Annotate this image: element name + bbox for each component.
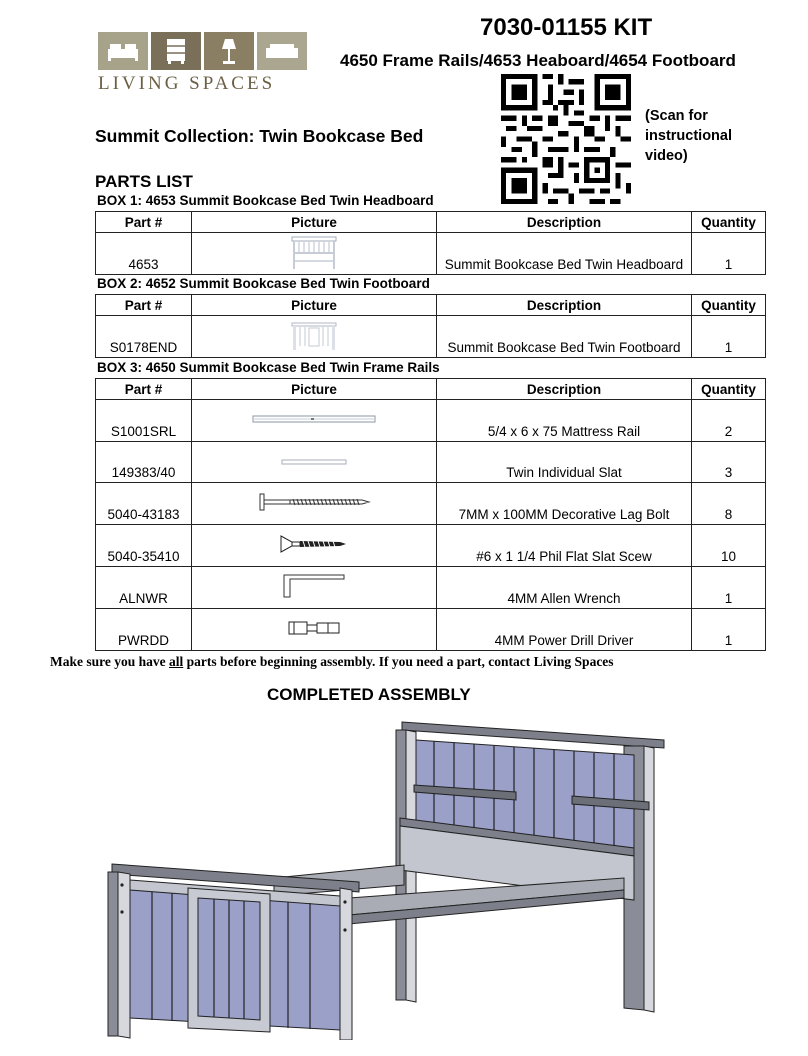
scan-note: (Scan for instructional video) [645, 108, 733, 164]
table-row [96, 567, 766, 609]
part-number: ALNWR [96, 567, 192, 609]
table-row [96, 442, 766, 483]
part-description: 4MM Allen Wrench [437, 567, 692, 609]
box-1-label: BOX 1: 4653 Summit Bookcase Bed Twin Headboard [97, 193, 434, 208]
column-header-description: Description [437, 379, 692, 400]
completed-assembly-illustration [104, 710, 682, 1040]
parts-notice [50, 654, 614, 670]
column-header-part: Part # [96, 212, 192, 233]
column-header-quantity: Quantity [692, 212, 766, 233]
notice-text-end: parts before beginning assembly. If you need a part, contact Living Spaces [183, 654, 614, 669]
slat-screw-picture [192, 525, 437, 567]
column-header-description: Description [437, 295, 692, 316]
kit-number: 7030-01155 KIT [480, 14, 653, 41]
sofa-icon [257, 32, 307, 70]
column-header-description: Description [437, 212, 692, 233]
part-number: S1001SRL [96, 400, 192, 442]
slat-picture [192, 442, 437, 483]
part-number: PWRDD [96, 609, 192, 651]
table-row [96, 316, 766, 358]
part-number: 149383/40 [96, 442, 192, 483]
part-quantity: 1 [692, 567, 766, 609]
brand-name: LIVING SPACES [98, 73, 276, 94]
part-quantity: 10 [692, 525, 766, 567]
dresser-icon [151, 32, 201, 70]
notice-text-start: Make sure you have [50, 654, 170, 669]
part-number: 5040-35410 [96, 525, 192, 567]
table-row [96, 400, 766, 442]
column-header-picture: Picture [192, 379, 437, 400]
part-number: S0178END [96, 316, 192, 358]
box-1-table [95, 211, 766, 275]
part-description: 4MM Power Drill Driver [437, 609, 692, 651]
part-description: Summit Bookcase Bed Twin Footboard [437, 316, 692, 358]
kit-subtitle: 4650 Frame Rails/4653 Heaboard/4654 Footboard [340, 51, 736, 70]
qr-code[interactable] [500, 74, 632, 204]
part-description: 7MM x 100MM Decorative Lag Bolt [437, 483, 692, 525]
part-quantity: 3 [692, 442, 766, 483]
table-row [96, 483, 766, 525]
column-header-part: Part # [96, 295, 192, 316]
collection-title: Summit Collection: Twin Bookcase Bed [95, 126, 424, 146]
bed-icon [98, 32, 148, 70]
part-quantity: 2 [692, 400, 766, 442]
box-3-label: BOX 3: 4650 Summit Bookcase Bed Twin Frame Rails [97, 360, 440, 375]
living-spaces-logo [98, 32, 314, 94]
part-quantity: 1 [692, 609, 766, 651]
box-2-label: BOX 2: 4652 Summit Bookcase Bed Twin Footboard [97, 276, 430, 291]
completed-assembly-heading: COMPLETED ASSEMBLY [267, 685, 471, 704]
table-row [96, 233, 766, 275]
lag-bolt-picture [192, 483, 437, 525]
notice-emphasis: all [169, 654, 184, 669]
column-header-quantity: Quantity [692, 295, 766, 316]
drill-driver-picture [192, 609, 437, 651]
parts-list-heading: PARTS LIST [95, 172, 193, 191]
mattress-rail-picture [192, 400, 437, 442]
box-3-table [95, 378, 766, 651]
part-description: #6 x 1 1/4 Phil Flat Slat Scew [437, 525, 692, 567]
column-header-part: Part # [96, 379, 192, 400]
column-header-picture: Picture [192, 212, 437, 233]
headboard-picture [192, 233, 437, 275]
table-row [96, 609, 766, 651]
part-description: Summit Bookcase Bed Twin Headboard [437, 233, 692, 275]
column-header-picture: Picture [192, 295, 437, 316]
part-description: Twin Individual Slat [437, 442, 692, 483]
lamp-icon [204, 32, 254, 70]
box-2-table [95, 294, 766, 358]
headboard-illustration [396, 722, 664, 1012]
part-quantity: 1 [692, 316, 766, 358]
part-description: 5/4 x 6 x 75 Mattress Rail [437, 400, 692, 442]
allen-wrench-picture [192, 567, 437, 609]
table-row [96, 525, 766, 567]
part-quantity: 1 [692, 233, 766, 275]
part-number: 5040-43183 [96, 483, 192, 525]
column-header-quantity: Quantity [692, 379, 766, 400]
footboard-picture [192, 316, 437, 358]
part-quantity: 8 [692, 483, 766, 525]
part-number: 4653 [96, 233, 192, 275]
